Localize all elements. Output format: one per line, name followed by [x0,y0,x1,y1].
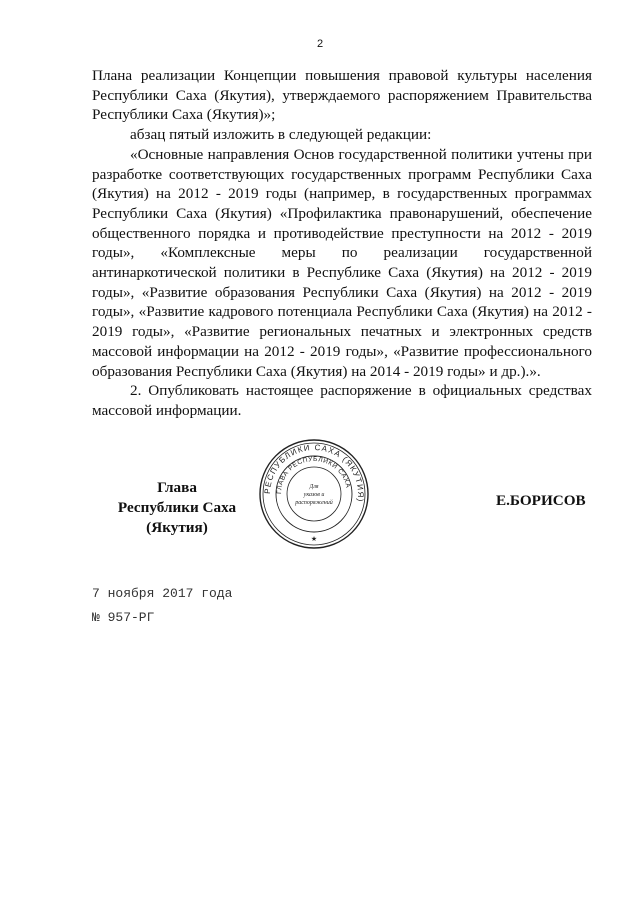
seal-star-icon: ★ [310,535,318,543]
paragraph-4: 2. Опубликовать настоящее распоряжение в официальных средствах массовой информации. [92,382,592,419]
official-seal [258,438,370,550]
signatory-name: Е.БОРИСОВ [496,492,586,509]
document-date: 7 ноября 2017 года [92,586,233,601]
seal-center-line2: указов и [303,492,325,498]
page-number: 2 [316,38,324,50]
paragraph-2: абзац пятый изложить в следующей редакции: [130,126,432,144]
paragraph-1: Плана реализации Концепции повышения правовой культуры населения Республики Саха (Якутия), утверждаемого распоряжением Правительства Республики Саха (Якутия)»; [92,67,592,124]
seal-outer-text: РЕСПУБЛИКИ САХА (ЯКУТИЯ) [262,442,366,504]
document-number: № 957-РГ [92,610,155,625]
paragraph-3: «Основные направления Основ государственной политики учтены при разработке соответствующих государственных программ Республики Саха (Якутия) на 2012 - 2019 годы (например, в государственных программах Республики Саха (Якутия) «Профилактика правонарушений, обеспечение общественного порядка и противодействие преступности на 2012 - 2019 годы», «Комплексные меры по реализации государственной антинаркотической политики в Республике Саха (Якутия) на 2012 - 2019 годы», «Развитие образования Республики Саха (Якутия) на 2012 - 2019 годы», «Развитие кадрового потенциала Республики Саха (Якутия) на 2012 - 2019 годы», «Развитие региональных печатных и электронных средств массовой информации на 2012 - 2019 годы», «Развитие профессионального образования Республики Саха (Якутия) на 2014 - 2019 годы» и др.).». [92,145,592,380]
seal-center-line1: Для [309,484,319,490]
signatory-title-line1: Глава [157,479,197,496]
signatory-title-line2: Республики Саха (Якутия) [117,499,237,536]
document-body [92,66,592,421]
seal-inner-text: ГЛАВА РЕСПУБЛИКИ САХА [275,455,352,495]
signatory-title [92,478,262,538]
seal-center-line3: распоряжений [295,500,333,506]
